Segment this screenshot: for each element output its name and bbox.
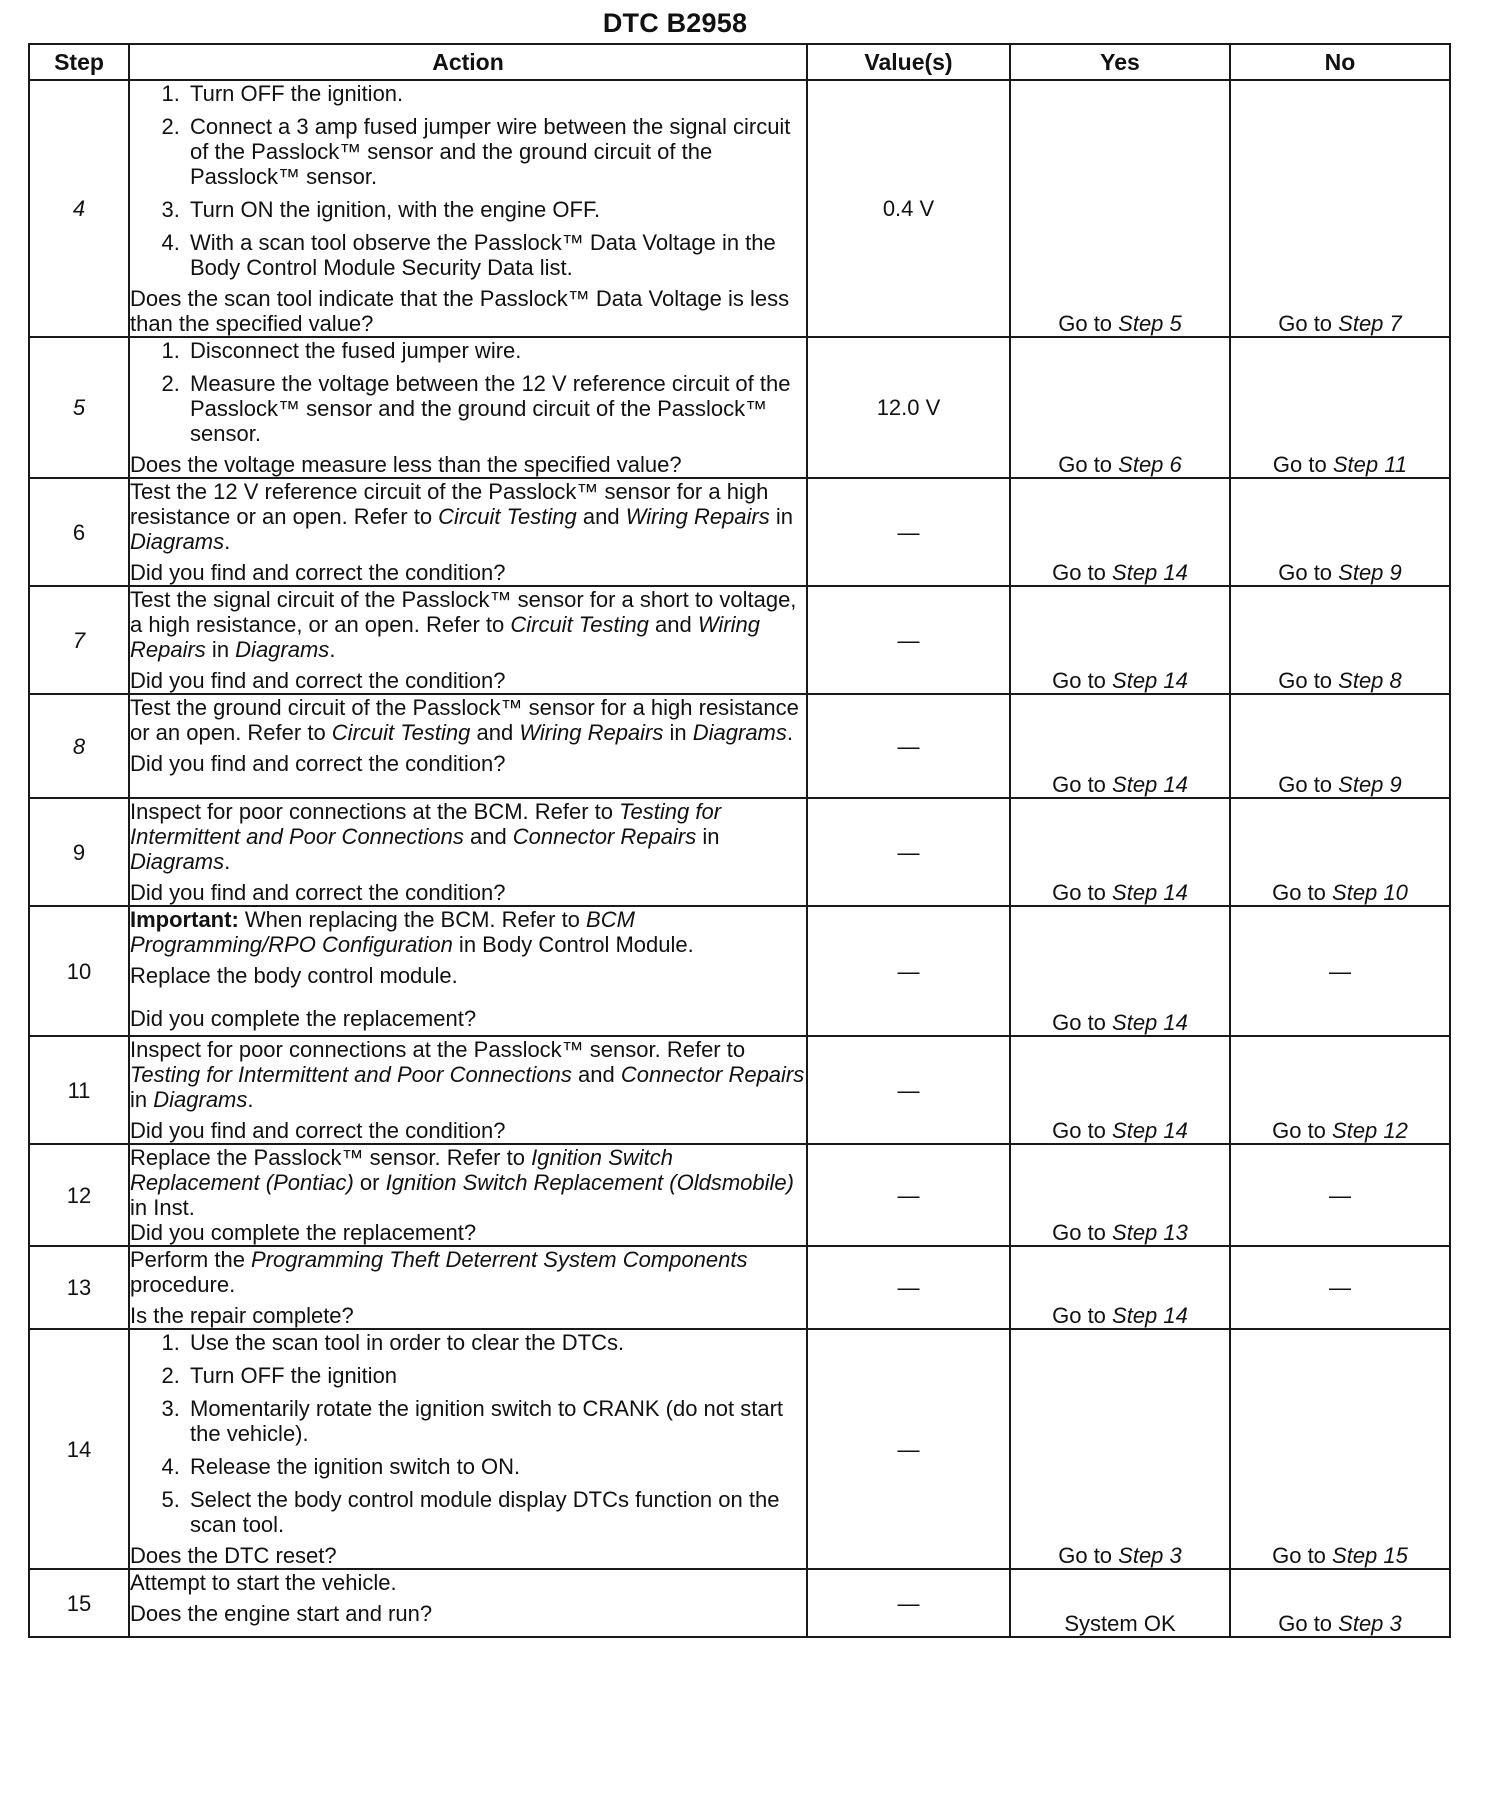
yes-result-step-ref: Step 14 (1112, 1010, 1188, 1035)
reference-text: BCM Programming/RPO Configuration (130, 907, 635, 957)
step-number: 15 (29, 1569, 129, 1637)
yes-result-step-ref: Step 13 (1112, 1220, 1188, 1245)
specified-value: — (807, 694, 1010, 798)
no-result-prefix: Go to (1272, 880, 1333, 905)
text-run: Test the ground circuit of the Passlock™ sensor for a high resistance or an open. Refer to (130, 695, 799, 745)
action-question: Does the DTC reset? (130, 1543, 337, 1568)
action-cell (129, 1329, 807, 1569)
text-run: in Inst. (130, 1195, 195, 1220)
step-number: 5 (29, 337, 129, 478)
no-result-prefix: Go to (1278, 311, 1339, 336)
yes-result-prefix: Go to (1052, 1303, 1113, 1328)
specified-value: — (807, 478, 1010, 586)
text-run: . (786, 720, 794, 745)
text-run: Disconnect the fused jumper wire. (190, 338, 522, 363)
action-instruction (130, 963, 806, 988)
yes-result (1010, 1569, 1230, 1637)
action-step (186, 338, 806, 363)
table-row (29, 694, 1450, 798)
action-question: Did you complete the replacement? (130, 1006, 477, 1031)
yes-result-prefix: Go to (1052, 1118, 1113, 1143)
text-run: in (696, 824, 720, 849)
yes-result-prefix: Go to (1052, 1220, 1113, 1245)
text-run: . (247, 1087, 254, 1112)
step-number: 6 (29, 478, 129, 586)
action-question: Did you complete the replacement? (130, 1220, 477, 1245)
action-question: Did you find and correct the condition? (130, 668, 506, 693)
no-result-step-ref: Step 11 (1332, 452, 1408, 477)
text-run: Attempt to start the vehicle. (130, 1570, 397, 1595)
specified-value: — (807, 1329, 1010, 1569)
no-result (1230, 1246, 1450, 1329)
action-question: Did you find and correct the condition? (130, 1118, 506, 1143)
text-run: Inspect for poor connections at the BCM. Refer to (130, 799, 620, 824)
yes-result-step-ref: Step 14 (1112, 772, 1188, 797)
yes-result-prefix: Go to (1058, 311, 1119, 336)
reference-text: Programming Theft Deterrent System Components (251, 1247, 748, 1272)
action-cell (129, 694, 807, 798)
no-result-prefix: — (1329, 1275, 1351, 1300)
table-row (29, 1036, 1450, 1144)
yes-result-step-ref: Step 14 (1112, 1303, 1188, 1328)
table-row (29, 1144, 1450, 1246)
action-cell (129, 1036, 807, 1144)
yes-result (1010, 478, 1230, 586)
yes-result-prefix: Go to (1052, 1010, 1113, 1035)
text-run: and (470, 720, 520, 745)
yes-result-prefix: Go to (1052, 560, 1113, 585)
yes-result-prefix: Go to (1052, 772, 1113, 797)
action-step (186, 1363, 806, 1388)
yes-result (1010, 80, 1230, 337)
action-step (186, 81, 806, 106)
reference-text: Diagrams (130, 529, 225, 554)
yes-result-prefix: System OK (1064, 1611, 1176, 1636)
table-row (29, 1569, 1450, 1637)
action-cell (129, 1569, 807, 1637)
specified-value: — (807, 906, 1010, 1036)
header-values: Value(s) (807, 44, 1010, 80)
text-run: . (329, 637, 336, 662)
no-result (1230, 1329, 1450, 1569)
action-question: Does the engine start and run? (130, 1601, 433, 1626)
header-action: Action (129, 44, 807, 80)
yes-result-step-ref: Step 5 (1118, 311, 1182, 336)
table-row (29, 1329, 1450, 1569)
no-result (1230, 1144, 1450, 1246)
yes-result-step-ref: Step 14 (1112, 668, 1188, 693)
text-run: Turn OFF the ignition. (190, 81, 404, 106)
no-result-step-ref: Step 3 (1338, 1611, 1402, 1636)
reference-text: Connector Repairs (512, 824, 697, 849)
text-run: Select the body control module display DTCs function on the scan tool. (190, 1487, 780, 1537)
no-result (1230, 1036, 1450, 1144)
yes-result-prefix: Go to (1052, 668, 1113, 693)
action-cell (129, 337, 807, 478)
reference-text: Diagrams (235, 637, 330, 662)
text-run: procedure. (130, 1272, 236, 1297)
no-result-prefix: Go to (1278, 668, 1339, 693)
specified-value: — (807, 798, 1010, 906)
action-step (186, 1454, 806, 1479)
header-no: No (1230, 44, 1450, 80)
reference-text: Diagrams (153, 1087, 248, 1112)
reference-text: Ignition Switch Replacement (Oldsmobile) (385, 1170, 794, 1195)
action-question: Did you find and correct the condition? (130, 751, 506, 776)
reference-text: Wiring Repairs (625, 504, 770, 529)
no-result-step-ref: Step 10 (1332, 880, 1408, 905)
text-run: Inspect for poor connections at the Passlock™ sensor. Refer to (130, 1037, 746, 1062)
text-run: Release the ignition switch to ON. (190, 1454, 521, 1479)
yes-result (1010, 1329, 1230, 1569)
step-number: 9 (29, 798, 129, 906)
action-cell (129, 1246, 807, 1329)
text-run: in (130, 1087, 154, 1112)
no-result-prefix: Go to (1278, 1611, 1339, 1636)
dtc-table (28, 43, 1451, 1638)
text-run: Replace the Passlock™ sensor. Refer to (130, 1145, 532, 1170)
table-row (29, 586, 1450, 694)
action-instruction (130, 695, 806, 745)
no-result-prefix: Go to (1272, 452, 1333, 477)
yes-result (1010, 1036, 1230, 1144)
text-run: Measure the voltage between the 12 V reference circuit of the Passlock™ sensor and the ground circuit of the Passlock™ sensor. (190, 371, 791, 446)
action-instruction (130, 1570, 806, 1595)
action-question: Did you find and correct the condition? (130, 880, 506, 905)
header-row (29, 44, 1450, 80)
action-step (186, 1487, 806, 1537)
text-run: in (769, 504, 794, 529)
action-step (186, 197, 806, 222)
text-run: When replacing the BCM. Refer to (238, 907, 587, 932)
reference-text: Testing for Intermittent and Poor Connections (130, 1062, 572, 1087)
no-result-step-ref: Step 12 (1332, 1118, 1408, 1143)
text-run: in (205, 637, 236, 662)
action-cell (129, 798, 807, 906)
no-result-prefix: Go to (1272, 1118, 1333, 1143)
table-row (29, 906, 1450, 1036)
step-number: 11 (29, 1036, 129, 1144)
action-cell (129, 906, 807, 1036)
yes-result-prefix: Go to (1058, 1543, 1119, 1568)
text-run: Connect a 3 amp fused jumper wire between the signal circuit of the Passlock™ sensor and the ground circuit of the Passlock™ sensor. (190, 114, 791, 189)
action-question: Does the voltage measure less than the specified value? (130, 452, 682, 477)
yes-result-step-ref: Step 14 (1112, 560, 1188, 585)
action-steps-list (130, 81, 806, 280)
table-row (29, 478, 1450, 586)
yes-result (1010, 694, 1230, 798)
step-number: 4 (29, 80, 129, 337)
action-cell (129, 478, 807, 586)
no-result-prefix: — (1329, 1182, 1351, 1208)
text-run: . (224, 529, 231, 554)
action-instruction (130, 907, 806, 957)
yes-result (1010, 586, 1230, 694)
no-result-step-ref: Step 15 (1332, 1543, 1408, 1568)
reference-text: Diagrams (130, 849, 225, 874)
reference-text: Wiring Repairs (519, 720, 664, 745)
no-result (1230, 694, 1450, 798)
text-run: and (571, 1062, 621, 1087)
action-step (186, 371, 806, 446)
text-run: or (353, 1170, 386, 1195)
table-row (29, 798, 1450, 906)
action-steps-list (130, 338, 806, 446)
no-result-prefix: Go to (1278, 772, 1339, 797)
yes-result-step-ref: Step 14 (1112, 1118, 1188, 1143)
text-run: Test the 12 V reference circuit of the Passlock™ sensor for a high resistance or an open. Refer to (130, 479, 769, 529)
specified-value: — (807, 1569, 1010, 1637)
no-result (1230, 478, 1450, 586)
text-run: Use the scan tool in order to clear the DTCs. (190, 1330, 625, 1355)
reference-text: Circuit Testing (510, 612, 649, 637)
action-step (186, 1396, 806, 1446)
reference-text: Diagrams (692, 720, 787, 745)
table-row (29, 1246, 1450, 1329)
step-number: 10 (29, 906, 129, 1036)
action-step (186, 230, 806, 280)
action-cell (129, 80, 807, 337)
step-number: 12 (29, 1144, 129, 1246)
specified-value: — (807, 586, 1010, 694)
header-yes: Yes (1010, 44, 1230, 80)
action-instruction (130, 587, 806, 662)
table-row (29, 337, 1450, 478)
specified-value: — (807, 1144, 1010, 1246)
text-run: in (663, 720, 693, 745)
text-run: With a scan tool observe the Passlock™ Data Voltage in the Body Control Module Security Data list. (190, 230, 776, 280)
text-run: and (463, 824, 513, 849)
action-instruction (130, 1145, 806, 1220)
action-step (186, 114, 806, 189)
no-result (1230, 1569, 1450, 1637)
step-number: 14 (29, 1329, 129, 1569)
no-result (1230, 80, 1450, 337)
no-result-step-ref: Step 7 (1338, 311, 1402, 336)
page-title: DTC B2958 (602, 8, 748, 38)
no-result-prefix: — (1329, 958, 1351, 984)
yes-result-prefix: Go to (1052, 880, 1113, 905)
text-run: Test the signal circuit of the Passlock™ sensor for a short to voltage, a high resistance, or an open. Refer to (130, 587, 797, 637)
text-run: Perform the (130, 1247, 252, 1272)
yes-result-step-ref: Step 3 (1118, 1543, 1182, 1568)
yes-result (1010, 1144, 1230, 1246)
yes-result (1010, 798, 1230, 906)
yes-result (1010, 1246, 1230, 1329)
no-result-step-ref: Step 9 (1338, 772, 1402, 797)
action-cell (129, 1144, 807, 1246)
no-result (1230, 798, 1450, 906)
text-run: . (224, 849, 231, 874)
text-run: in Body Control Module. (452, 932, 694, 957)
table-body (29, 80, 1450, 1637)
specified-value: 12.0 V (807, 337, 1010, 478)
action-step (186, 1330, 806, 1355)
action-cell (129, 586, 807, 694)
yes-result-step-ref: Step 14 (1112, 880, 1188, 905)
no-result-step-ref: Step 8 (1338, 668, 1402, 693)
step-number: 13 (29, 1246, 129, 1329)
reference-text: Connector Repairs (620, 1062, 805, 1087)
reference-text: Ignition Switch Replacement (Pontiac) (130, 1145, 673, 1195)
header-step: Step (29, 44, 129, 80)
yes-result (1010, 906, 1230, 1036)
text-run: Replace the body control module. (130, 963, 458, 988)
text-run: and (648, 612, 698, 637)
yes-result (1010, 337, 1230, 478)
text-run: Momentarily rotate the ignition switch to CRANK (do not start the vehicle). (190, 1396, 784, 1446)
action-question: Does the scan tool indicate that the Passlock™ Data Voltage is less than the specified value? (130, 286, 790, 336)
no-result-step-ref: Step 9 (1338, 560, 1402, 585)
action-instruction (130, 479, 806, 554)
text-run: Turn ON the ignition, with the engine OFF. (190, 197, 601, 222)
text-run: Turn OFF the ignition (190, 1363, 398, 1388)
no-result (1230, 586, 1450, 694)
no-result (1230, 906, 1450, 1036)
specified-value: — (807, 1036, 1010, 1144)
no-result-prefix: Go to (1272, 1543, 1333, 1568)
reference-text: Wiring Repairs (130, 612, 761, 662)
action-instruction (130, 1037, 806, 1112)
specified-value: 0.4 V (807, 80, 1010, 337)
no-result-prefix: Go to (1278, 560, 1339, 585)
action-question: Did you find and correct the condition? (130, 560, 506, 585)
emphasis-text: Important: (130, 907, 239, 932)
yes-result-step-ref: Step 6 (1118, 452, 1182, 477)
specified-value: — (807, 1246, 1010, 1329)
action-instruction (130, 799, 806, 874)
reference-text: Circuit Testing (438, 504, 577, 529)
action-question: Is the repair complete? (130, 1303, 354, 1328)
action-steps-list (130, 1330, 806, 1537)
action-instruction (130, 1247, 806, 1297)
table-row (29, 80, 1450, 337)
reference-text: Circuit Testing (331, 720, 471, 745)
step-number: 7 (29, 586, 129, 694)
text-run: and (576, 504, 626, 529)
no-result (1230, 337, 1450, 478)
step-number: 8 (29, 694, 129, 798)
reference-text: Testing for Intermittent and Poor Connections (130, 799, 722, 849)
yes-result-prefix: Go to (1058, 452, 1119, 477)
